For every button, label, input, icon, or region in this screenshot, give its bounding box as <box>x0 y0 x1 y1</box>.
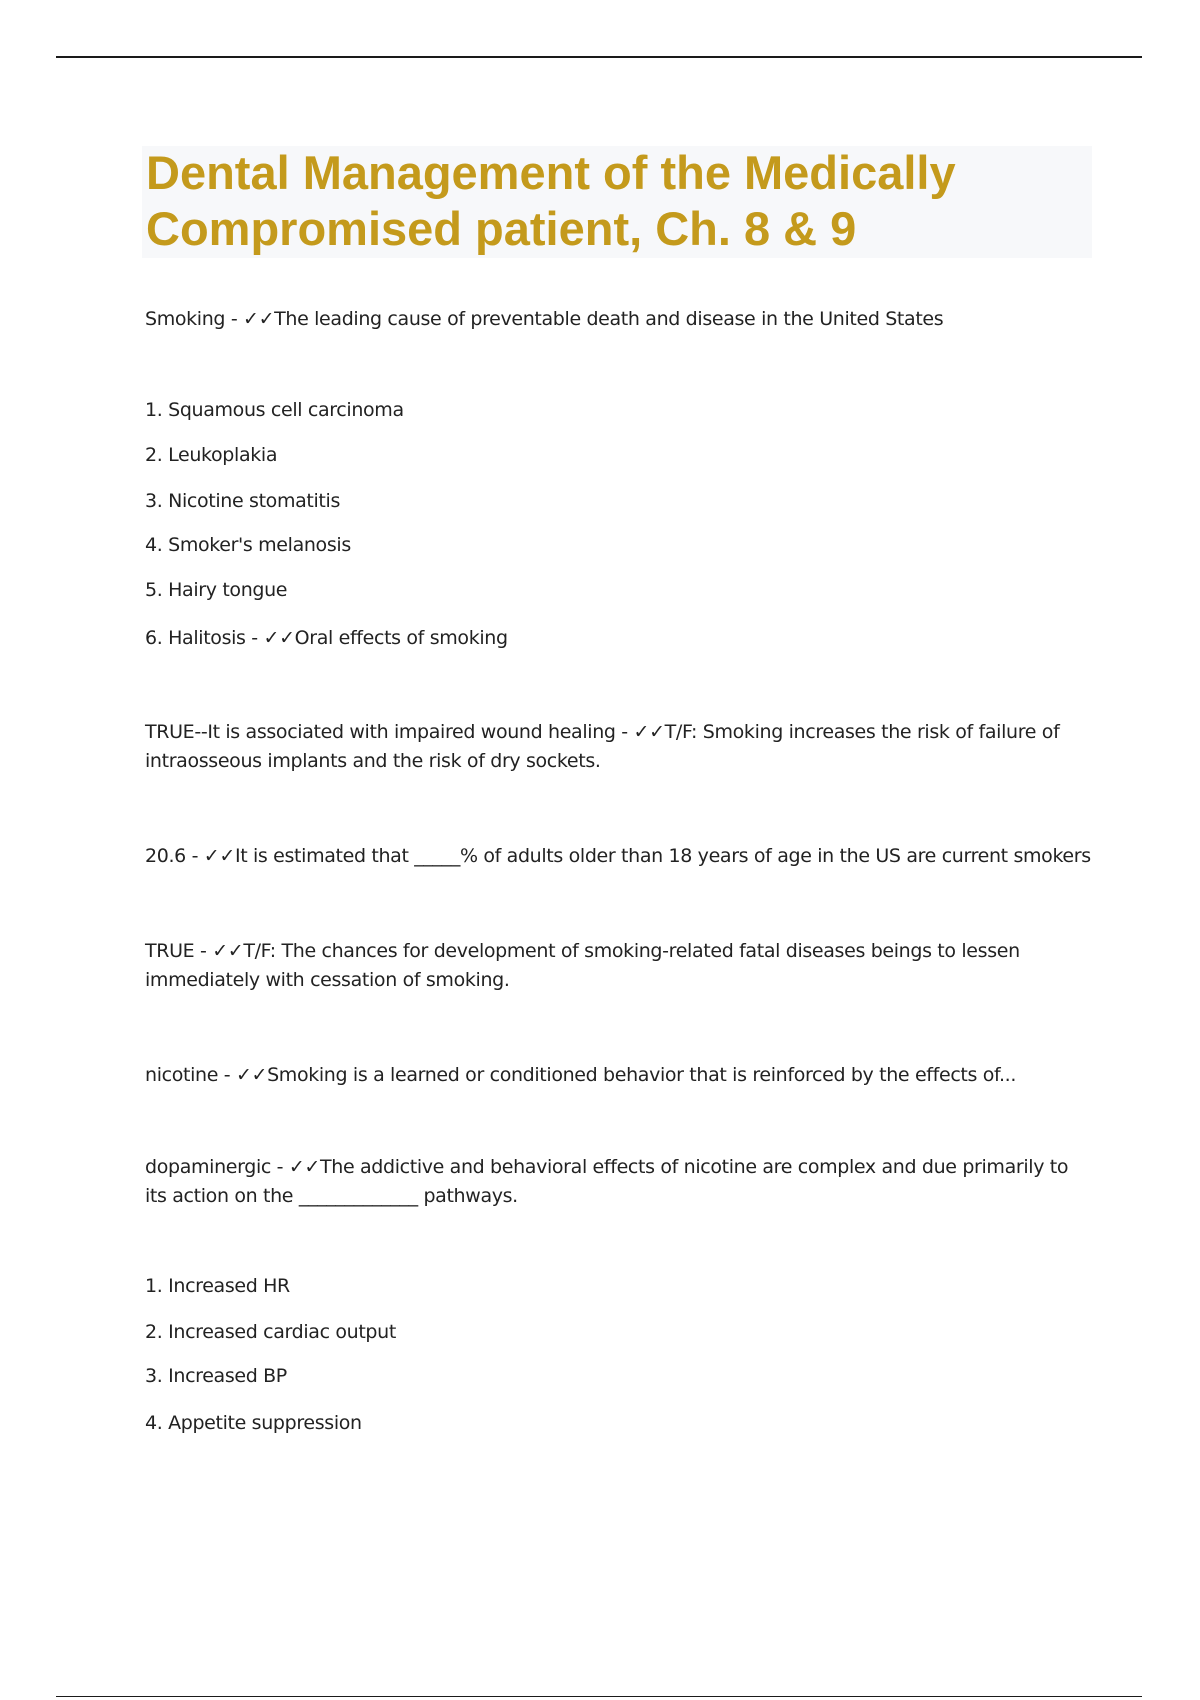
entry-smoking: Smoking - ✓✓The leading cause of preventable death and disease in the United States <box>145 308 944 330</box>
list-item: 5. Hairy tongue <box>145 579 288 601</box>
list-item: 2. Increased cardiac output <box>145 1321 396 1343</box>
entry-dopaminergic: dopaminergic - ✓✓The addictive and behavioral effects of nicotine are complex and due primarily to its action on the _____________ pathways. <box>145 1156 1069 1207</box>
bottom-rule <box>56 1696 1142 1697</box>
list-item: 3. Nicotine stomatitis <box>145 490 341 512</box>
check-mark-icon: ✓✓ <box>212 940 244 962</box>
check-mark-icon: ✓✓ <box>263 627 295 649</box>
list-item: 3. Increased BP <box>145 1365 287 1387</box>
check-mark-icon: ✓✓ <box>203 845 235 867</box>
list-item: 1. Squamous cell carcinoma <box>145 399 404 421</box>
document-title: Dental Management of the Medically Compromised patient, Ch. 8 & 9 <box>146 146 956 255</box>
check-mark-icon: ✓✓ <box>243 308 275 330</box>
list-item: 4. Appetite suppression <box>145 1412 362 1434</box>
entry-smoker-percent: 20.6 - ✓✓It is estimated that _____% of adults older than 18 years of age in the US are current smokers <box>145 845 1091 867</box>
list-item: 2. Leukoplakia <box>145 444 278 466</box>
list-item: 4. Smoker's melanosis <box>145 534 351 556</box>
check-mark-icon: ✓✓ <box>235 1064 268 1086</box>
check-mark-icon: ✓✓ <box>633 721 665 743</box>
entry-wound-healing: TRUE--It is associated with impaired wound healing - ✓✓T/F: Smoking increases the risk of failure of intraosseous implants and the risk of dry sockets. <box>145 721 1060 772</box>
entry-oral-effects: 6. Halitosis - ✓✓Oral effects of smoking <box>145 627 508 649</box>
entry-nicotine: nicotine - ✓✓Smoking is a learned or conditioned behavior that is reinforced by the effects of... <box>145 1064 1017 1086</box>
list-item: 1. Increased HR <box>145 1275 290 1297</box>
entry-cessation: TRUE - ✓✓T/F: The chances for development of smoking-related fatal diseases beings to lessen immediately with cessation of smoking. <box>145 940 1020 991</box>
top-rule <box>56 56 1142 58</box>
check-mark-icon: ✓✓ <box>288 1156 320 1178</box>
